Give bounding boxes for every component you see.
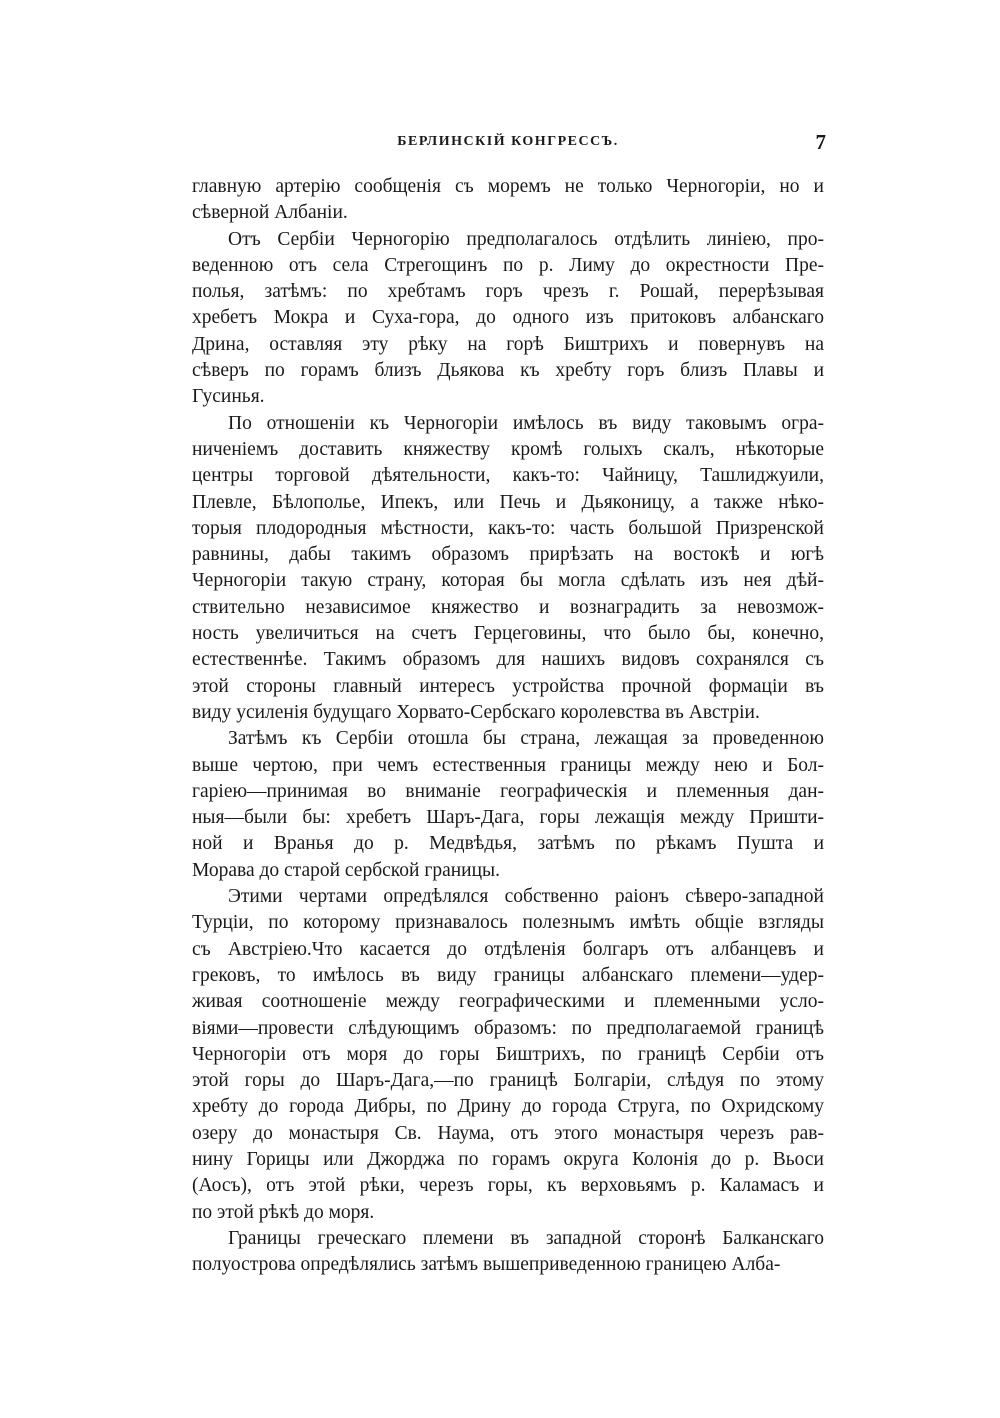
text-line: сѣверъ по горамъ близъ Дьякова къ хребту горъ близъ Плавы и [192,360,824,382]
running-title: БЕРЛИНСКІЙ КОНГРЕССЪ. [397,134,619,149]
text-line: торыя плодородныя мѣстности, какъ-то: часть большой Призренской [192,517,824,539]
text-line: озеру до монастыря Св. Наума, отъ этого монастыря черезъ рав- [192,1122,824,1144]
text-line: выше чертою, при чемъ естественныя границы между нею и Бол- [192,754,824,776]
text-line: віями—провести слѣдующимъ образомъ: по предполагаемой границѣ [192,1017,824,1039]
text-line: ствительно независимое княжество и вознаградить за невозмож- [192,596,824,618]
text-line: Этими чертами опредѣлялся собственно раіонъ сѣверо-западной [228,886,824,908]
text-line: По отношеніи къ Черногоріи имѣлось въ виду таковымъ огра- [228,412,824,434]
text-line: ниченіемъ доставить княжеству кромѣ голыхъ скалъ, нѣкоторые [192,438,824,460]
text-line: Затѣмъ къ Сербіи отошла бы страна, лежащая за проведенною [228,728,824,750]
text-line: ность увеличиться на счетъ Герцеговины, что было бы, конечно, [192,623,824,645]
paragraph [192,726,824,884]
text-line: равнины, дабы такимъ образомъ прирѣзать на востокѣ и югѣ [192,544,824,566]
paragraph [192,227,824,411]
text-line: нину Горицы или Джорджа по горамъ округа Колонія до р. Вьоси [192,1148,824,1170]
paragraph [192,411,824,727]
text-line: хребту до города Дибры, по Дрину до города Струга, по Охридскому [192,1096,824,1118]
text-line: центры торговой дѣятельности, какъ-то: Чайницу, Ташлиджуили, [192,465,824,487]
body-text [192,174,824,1278]
page-number: 7 [815,130,826,154]
paragraph [192,174,824,227]
text-line: по этой рѣкѣ до моря. [192,1201,375,1223]
text-line: главную артерію сообщенія съ моремъ не только Черногоріи, но и [192,176,824,197]
text-line: Черногоріи отъ моря до горы Биштрихъ, по границѣ Сербіи отъ [192,1043,824,1065]
text-line: ныя—были бы: хребетъ Шаръ-Дага, горы лежащія между Пришти- [192,807,824,829]
text-line: веденною отъ села Стрегощинъ по р. Лиму до окрестности Пре- [192,254,824,276]
text-line: гаріею—принимая во вниманіе географическія и племенныя дан- [192,780,824,802]
text-line: естественнѣе. Такимъ образомъ для нашихъ видовъ сохранялся съ [192,649,824,671]
text-line: живая соотношеніе между географическими и племенными усло- [192,991,824,1013]
paragraph [192,884,824,1226]
text-line: Границы греческаго племени въ западной сторонѣ Балканскаго [228,1227,824,1249]
page-header [190,132,826,158]
text-line: Отъ Сербіи Черногорію предполагалось отдѣлить линіею, про- [228,228,824,250]
text-line: Плевле, Бѣлополье, Ипекъ, или Печь и Дьяконицу, а также нѣко- [192,491,824,513]
text-line: Гусинья. [192,386,265,408]
text-line: Турціи, по которому признавалось полезнымъ имѣть общіе взгляды [192,912,824,934]
text-line: сѣверной Албаніи. [192,202,348,224]
text-line: съ Австріею.Что касается до отдѣленія болгаръ отъ албанцевъ и [192,938,824,960]
text-line: грековъ, то имѣлось въ виду границы албанскаго племени—удер- [192,964,824,986]
text-line: ной и Вранья до р. Медвѣдья, затѣмъ по рѣкамъ Пушта и [192,833,824,855]
text-line: полуострова опредѣлялись затѣмъ вышеприведенною границею Алба- [192,1254,781,1276]
text-line: Морава до старой сербской границы. [192,859,501,881]
text-line: виду усиленія будущаго Хорвато-Сербскаго королевства въ Австріи. [192,701,760,723]
paragraph [192,1226,824,1279]
text-line: Дрина, оставляя эту рѣку на горѣ Биштрихъ и повернувъ на [192,333,824,355]
text-line: этой горы до Шаръ-Дага,—по границѣ Болгаріи, слѣдуя по этому [192,1070,824,1092]
text-line: полья, затѣмъ: по хребтамъ горъ чрезъ г. Рошай, перерѣзывая [192,281,824,303]
text-line: Черногоріи такую страну, которая бы могла сдѣлать изъ нея дѣй- [192,570,824,592]
text-line: хребетъ Мокра и Суха-гора, до одного изъ притоковъ албанскаго [192,307,824,329]
text-line: этой стороны главный интересъ устройства прочной формаціи въ [192,675,824,697]
text-line: (Аосъ), отъ этой рѣки, черезъ горы, къ верховьямъ р. Каламасъ и [192,1175,824,1197]
